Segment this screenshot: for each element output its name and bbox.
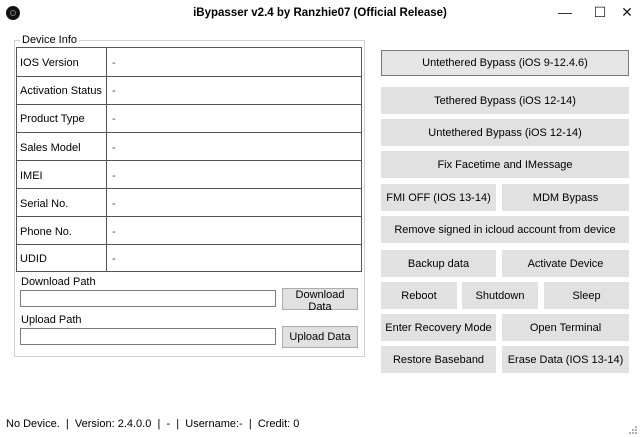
open-terminal-button[interactable]: Open Terminal [502, 314, 629, 341]
product-type-value: - [112, 113, 116, 125]
upload-data-button[interactable]: Upload Data [282, 326, 358, 348]
status-separator: | [157, 418, 161, 430]
device-info-table [16, 47, 362, 272]
table-row [17, 105, 361, 133]
imei-label: IMEI [20, 170, 43, 182]
close-icon[interactable]: ✕ [621, 4, 633, 20]
udid-value: - [112, 253, 116, 265]
sleep-button[interactable]: Sleep [544, 282, 629, 309]
shutdown-button[interactable]: Shutdown [462, 282, 538, 309]
erase-data-button[interactable]: Erase Data (IOS 13-14) [502, 346, 629, 373]
device-info-title: Device Info [22, 34, 78, 46]
untethered-bypass-12-14-button[interactable]: Untethered Bypass (iOS 12-14) [381, 119, 629, 146]
device-status: No Device. [6, 418, 60, 430]
download-path-input[interactable] [20, 290, 276, 307]
enter-recovery-button[interactable]: Enter Recovery Mode [381, 314, 496, 341]
maximize-icon[interactable]: ☐ [593, 4, 607, 20]
table-row [17, 48, 361, 77]
serial-no-value: - [112, 198, 116, 210]
reboot-button[interactable]: Reboot [381, 282, 457, 309]
dash-status: - [166, 418, 171, 430]
mdm-bypass-button[interactable]: MDM Bypass [502, 184, 629, 211]
activation-status-value: - [112, 85, 116, 97]
ios-version-value: - [112, 57, 116, 69]
download-path-label: Download Path [21, 276, 96, 288]
ios-version-label: IOS Version [20, 57, 79, 69]
fix-facetime-button[interactable]: Fix Facetime and IMessage [381, 151, 629, 178]
serial-no-label: Serial No. [20, 198, 69, 210]
sales-model-label: Sales Model [20, 142, 81, 154]
upload-path-label: Upload Path [21, 314, 82, 326]
sales-model-value: - [112, 142, 116, 154]
fmi-off-button[interactable]: FMI OFF (IOS 13-14) [381, 184, 496, 211]
table-row [17, 217, 361, 245]
product-type-label: Product Type [20, 113, 85, 125]
untethered-bypass-9-12-button[interactable]: Untethered Bypass (iOS 9-12.4.6) [381, 50, 629, 76]
table-row [17, 245, 361, 271]
resize-grip-icon[interactable] [626, 423, 638, 435]
table-row [17, 77, 361, 105]
minimize-icon[interactable]: — [558, 4, 572, 20]
tethered-bypass-12-14-button[interactable]: Tethered Bypass (iOS 12-14) [381, 87, 629, 114]
remove-icloud-button[interactable]: Remove signed in icloud account from device [381, 216, 629, 243]
phone-no-label: Phone No. [20, 226, 72, 238]
table-row [17, 189, 361, 217]
status-separator: | [248, 418, 252, 430]
table-row [17, 161, 361, 189]
window-title: iBypasser v2.4 by Ranzhie07 (Official Release) [193, 7, 447, 19]
version-status: Version: 2.4.0.0 [74, 418, 152, 430]
activation-status-label: Activation Status [20, 85, 102, 97]
upload-path-input[interactable] [20, 328, 276, 345]
username-status: Username:- [185, 418, 243, 430]
status-bar [6, 418, 299, 430]
status-separator: | [176, 418, 180, 430]
restore-baseband-button[interactable]: Restore Baseband [381, 346, 496, 373]
activate-device-button[interactable]: Activate Device [502, 250, 629, 277]
udid-label: UDID [20, 253, 47, 265]
status-separator: | [65, 418, 69, 430]
table-row [17, 133, 361, 161]
backup-data-button[interactable]: Backup data [381, 250, 496, 277]
download-data-button[interactable]: Download Data [282, 288, 358, 310]
imei-value: - [112, 170, 116, 182]
phone-no-value: - [112, 226, 116, 238]
credit-status: Credit: 0 [257, 418, 300, 430]
